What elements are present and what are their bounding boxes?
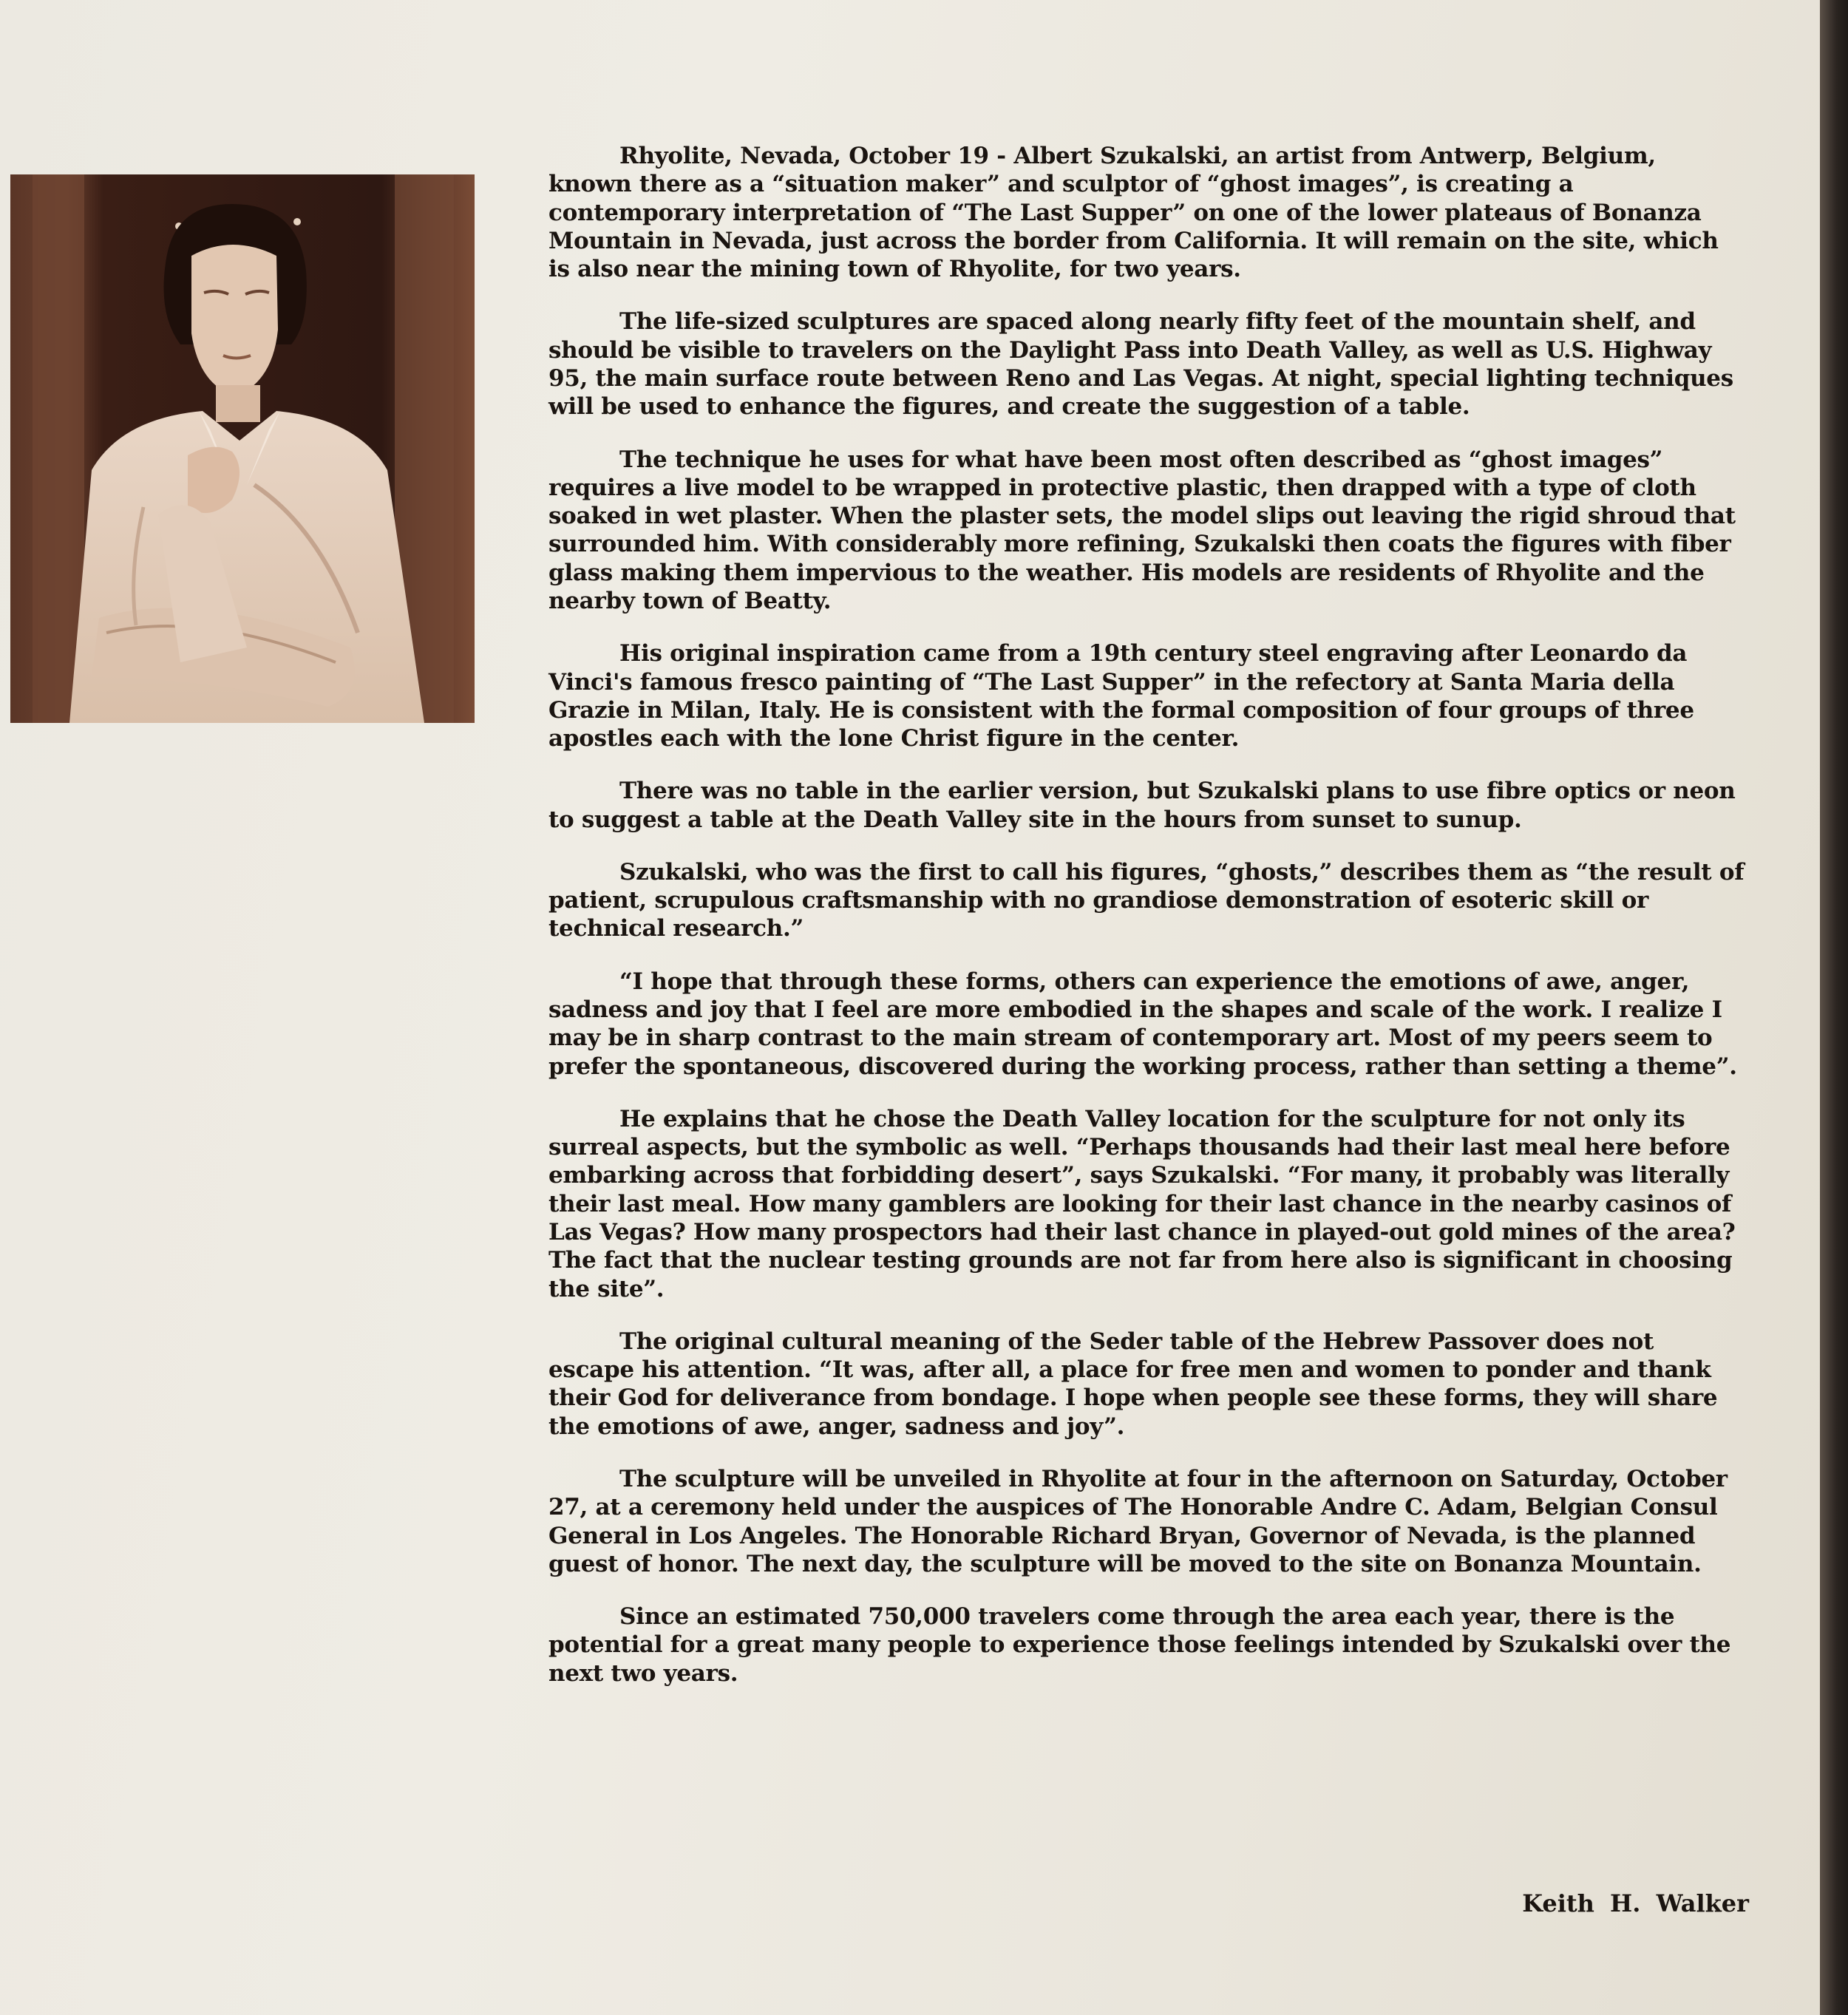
paragraph-4: His original inspiration came from a 19th century steel engraving after Leonardo da Vinci's famous fresco painting of “The Last Supper” in the refectory at Santa Maria della Grazie in Milan, Italy. He is consistent with the formal composition of four groups of three apostles each with the lone Christ figure in the center. — [548, 640, 1694, 752]
paragraph-7: “I hope that through these forms, others can experience the emotions of awe, anger, sadness and joy that I feel are more embodied in the shapes and scale of the work. I realize I may be in sharp contrast to the main stream of contemporary art. Most of my peers seem to prefer the spontaneous, discovered during the working process, rather than setting a theme”. — [548, 968, 1737, 1080]
portrait-photo — [10, 174, 475, 723]
page-edge-shadow — [1820, 0, 1848, 2015]
paragraph-10: The sculpture will be unveiled in Rhyolite at four in the afternoon on Saturday, October 27, at a ceremony held under the auspices of The Honorable Andre C. Adam, Belgian Consul General in Los Angeles. The Honorable Richard Bryan, Governor of Nevada, is the planned guest of honor. The next day, the sculpture will be moved to the site on Bonanza Mountain. — [548, 1465, 1728, 1577]
paragraph-8: He explains that he chose the Death Valley location for the sculpture for not only its surreal aspects, but the symbolic as well. “Perhaps thousands had their last meal here before embarking across that forbidding desert”, says Szukalski. “For many, it probably was literally their last meal. How many gamblers are looking for their last chance in the nearby casinos of Las Vegas? How many prospectors had their last chance in played-out gold mines of the area? The fact that the nuclear testing grounds are not far from here also is significant in choosing the site”. — [548, 1105, 1736, 1302]
paragraph-5: There was no table in the earlier version, but Szukalski plans to use fibre optics or neon to suggest a table at the Death Valley site in the hours from sunset to sunup. — [548, 778, 1736, 833]
paragraph-11: Since an estimated 750,000 travelers come through the area each year, there is the potential for a great many people to experience those feelings intended by Szukalski over the next two years. — [548, 1603, 1731, 1687]
paragraph-3: The technique he uses for what have been most often described as “ghost images” requires a live model to be wrapped in protective plastic, then drapped with a type of cloth soaked in wet plaster. When the plaster sets, the model slips out leaving the rigid shroud that surrounded him. With considerably more refining, Szukalski then coats the figures with fiber glass making them impervious to the weather. His models are residents of Rhyolite and the nearby town of Beatty. — [548, 446, 1736, 614]
paragraph-2: The life-sized sculptures are spaced along nearly fifty feet of the mountain shelf, and should be visible to travelers on the Daylight Pass into Death Valley, as well as U.S. Highway 95, the main surface route between Reno and Las Vegas. At night, special lighting techniques will be used to enhance the figures, and create the suggestion of a table. — [548, 308, 1733, 421]
portrait-image — [10, 174, 475, 723]
paragraph-6: Szukalski, who was the first to call his figures, “ghosts,” describes them as “the result of patient, scrupulous craftsmanship with no grandiose demonstration of esoteric skill or technical research.” — [548, 858, 1745, 942]
paragraph-1: Rhyolite, Nevada, October 19 - Albert Szukalski, an artist from Antwerp, Belgium, known there as a “situation maker” and sculptor of “ghost images”, is creating a contemporary interpretation of “The Last Supper” on one of the lower plateaus of Bonanza Mountain in Nevada, just across the border from California. It will remain on the site, which is also near the mining town of Rhyolite, for two years. — [548, 143, 1719, 283]
paragraph-9: The original cultural meaning of the Seder table of the Hebrew Passover does not escape his attention. “It was, after all, a place for free men and women to ponder and thank their God for deliverance from bondage. I hope when people see these forms, they will share the emotions of awe, anger, sadness and joy”. — [548, 1328, 1718, 1440]
article-body — [548, 142, 1746, 1712]
author-signature: Keith H. Walker — [1522, 1889, 1749, 1917]
